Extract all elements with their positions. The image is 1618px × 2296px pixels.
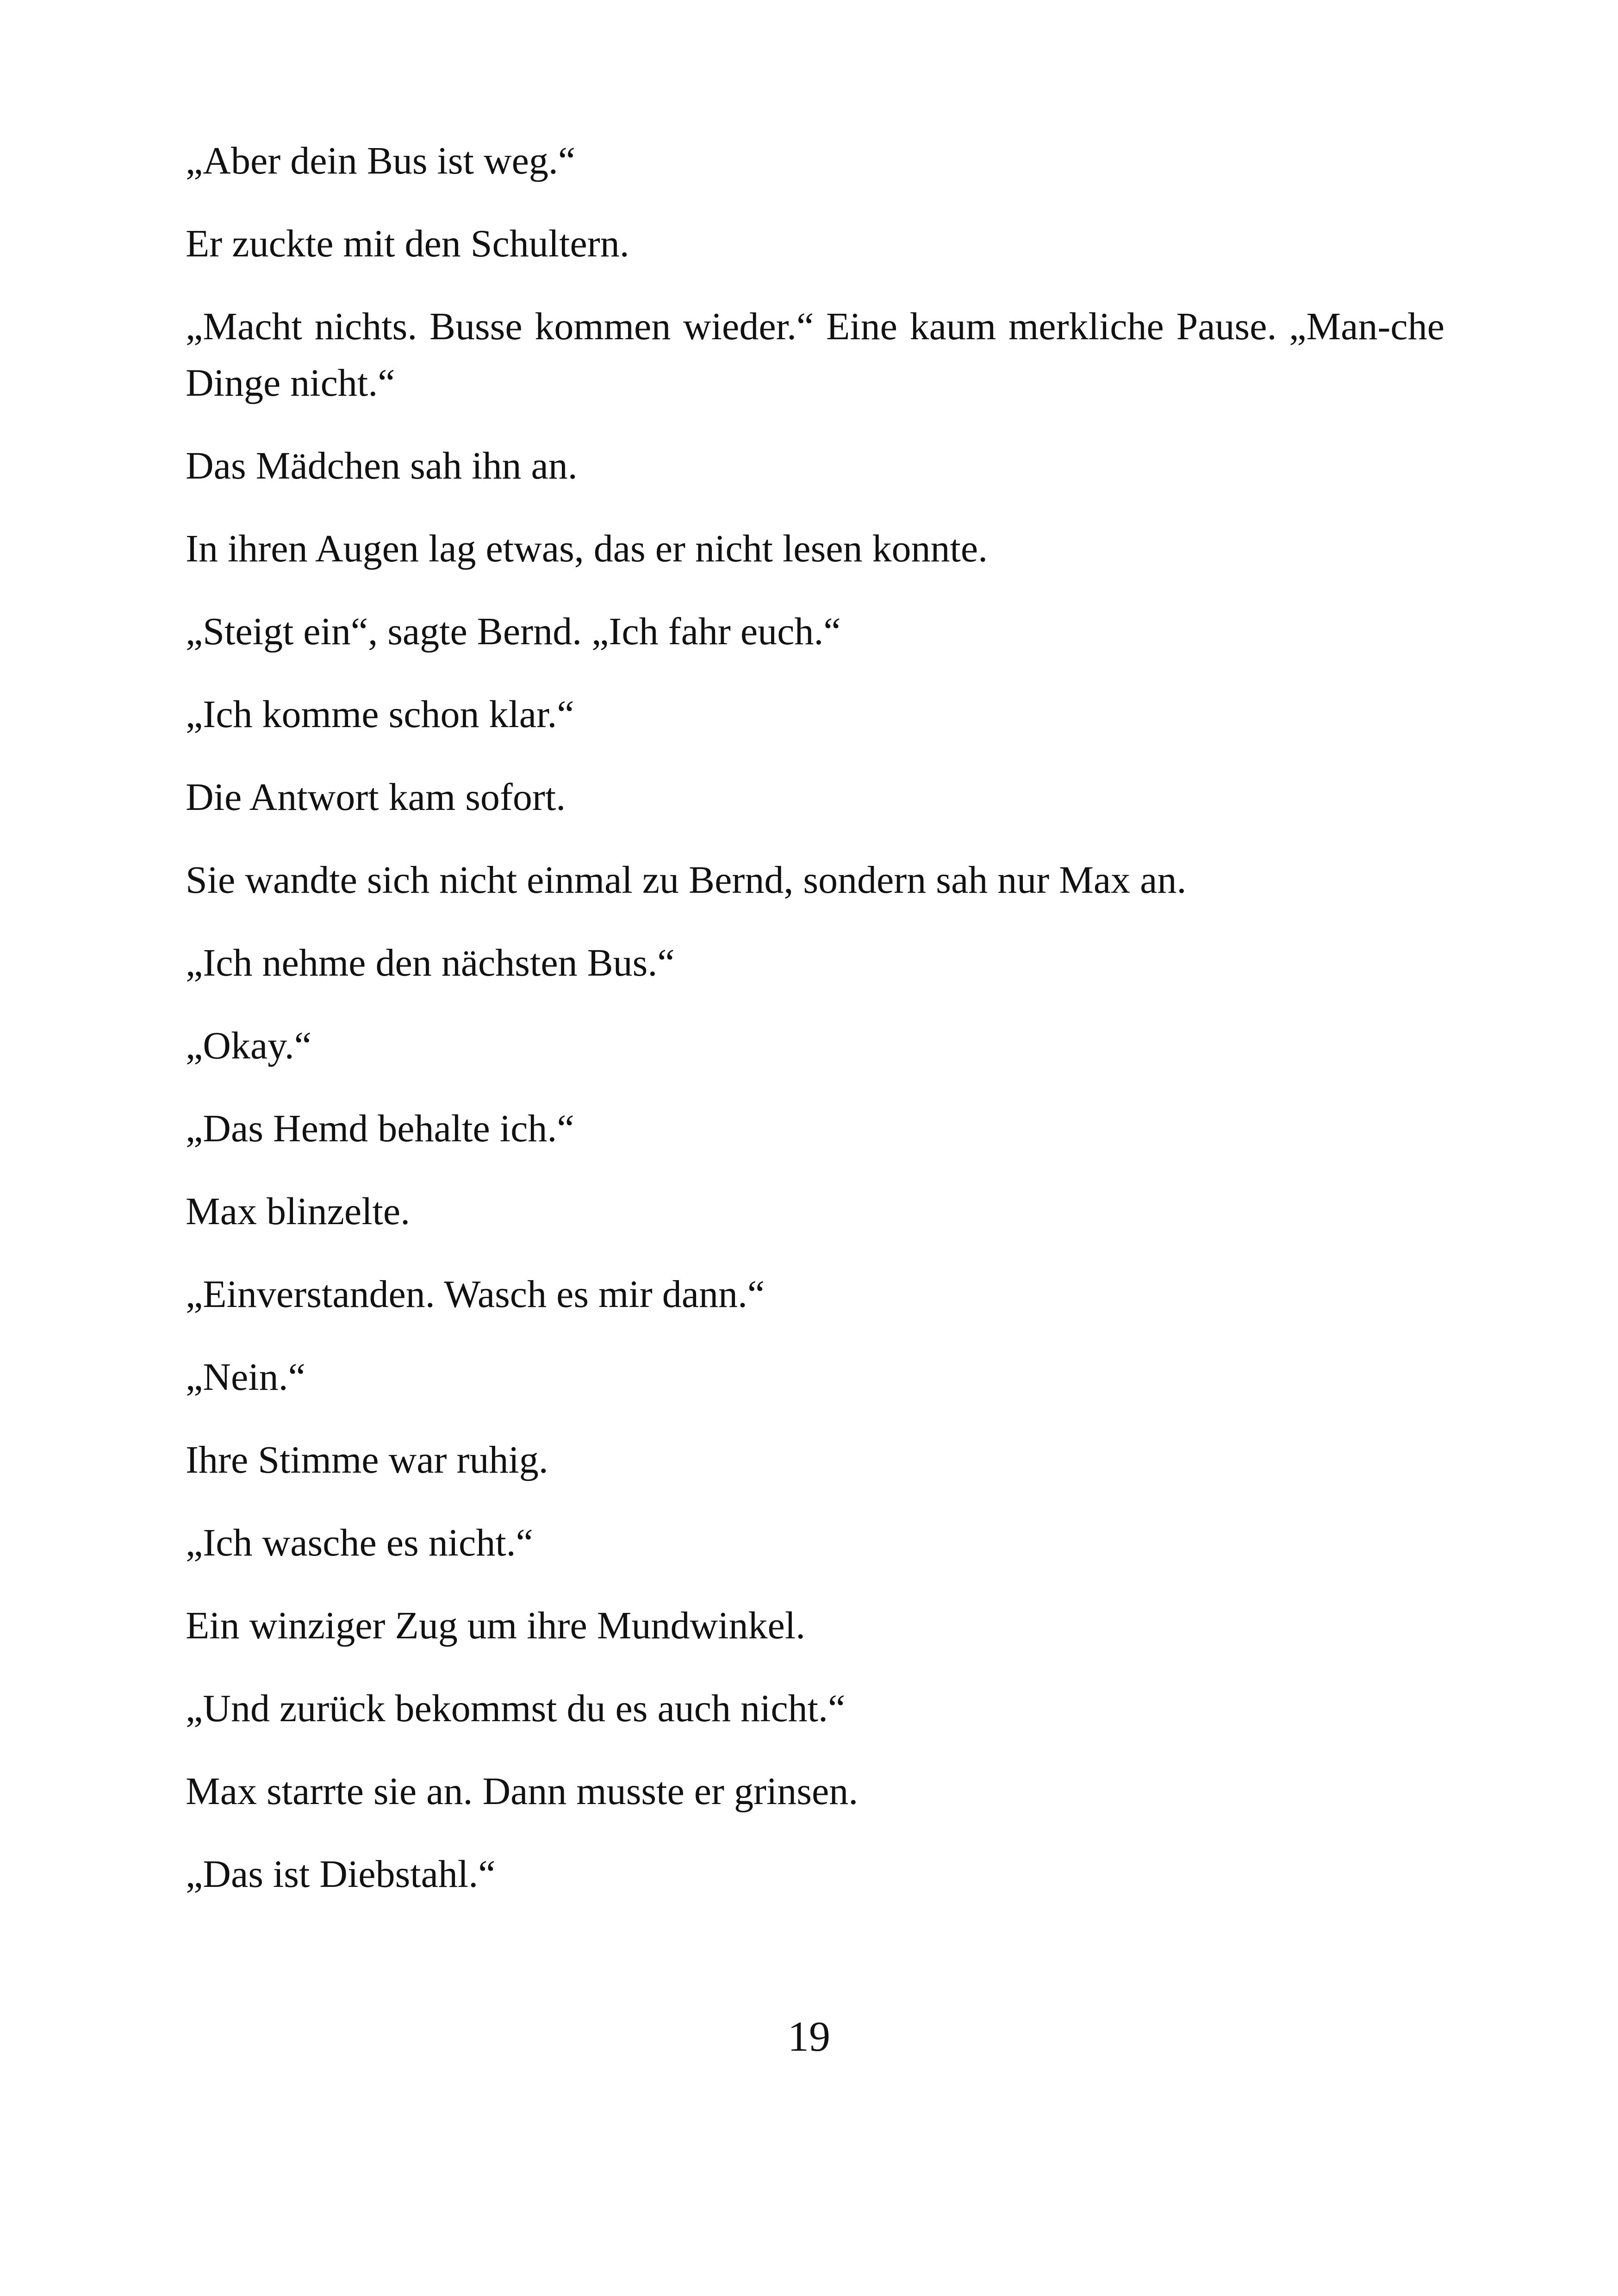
paragraph: „Das Hemd behalte ich.“ [186, 1107, 574, 1150]
paragraph: „Ich nehme den nächsten Bus.“ [186, 941, 675, 984]
paragraph: „Und zurück bekommst du es auch nicht.“ [186, 1687, 846, 1730]
paragraph: „Steigt ein“, sagte Bernd. „Ich fahr euch.“ [186, 610, 841, 653]
paragraph: „Aber dein Bus ist weg.“ [186, 139, 576, 182]
paragraph: „Nein.“ [186, 1356, 305, 1399]
paragraph: „Einverstanden. Wasch es mir dann.“ [186, 1273, 765, 1316]
body-text [186, 133, 1444, 1929]
paragraph: Ihre Stimme war ruhig. [186, 1438, 548, 1481]
paragraph: Max starrte sie an. Dann musste er grinsen. [186, 1770, 859, 1813]
paragraph: In ihren Augen lag etwas, das er nicht lesen konnte. [186, 527, 988, 570]
paragraph: „Okay.“ [186, 1024, 312, 1067]
paragraph: „Macht nichts. Busse kommen wieder.“ Eine kaum merkliche Pause. „Man-che Dinge nicht.“ [186, 305, 1444, 404]
paragraph: Sie wandte sich nicht einmal zu Bernd, sondern sah nur Max an. [186, 859, 1187, 902]
paragraph: „Ich komme schon klar.“ [186, 693, 574, 736]
paragraph: Max blinzelte. [186, 1190, 411, 1233]
paragraph: Er zuckte mit den Schultern. [186, 222, 629, 265]
paragraph: „Ich wasche es nicht.“ [186, 1521, 533, 1564]
page-number: 19 [788, 2013, 830, 2060]
paragraph: „Das ist Diebstahl.“ [186, 1853, 496, 1896]
paragraph: Das Mädchen sah ihn an. [186, 444, 578, 487]
paragraph: Ein winziger Zug um ihre Mundwinkel. [186, 1604, 806, 1647]
paragraph: Die Antwort kam sofort. [186, 776, 566, 819]
